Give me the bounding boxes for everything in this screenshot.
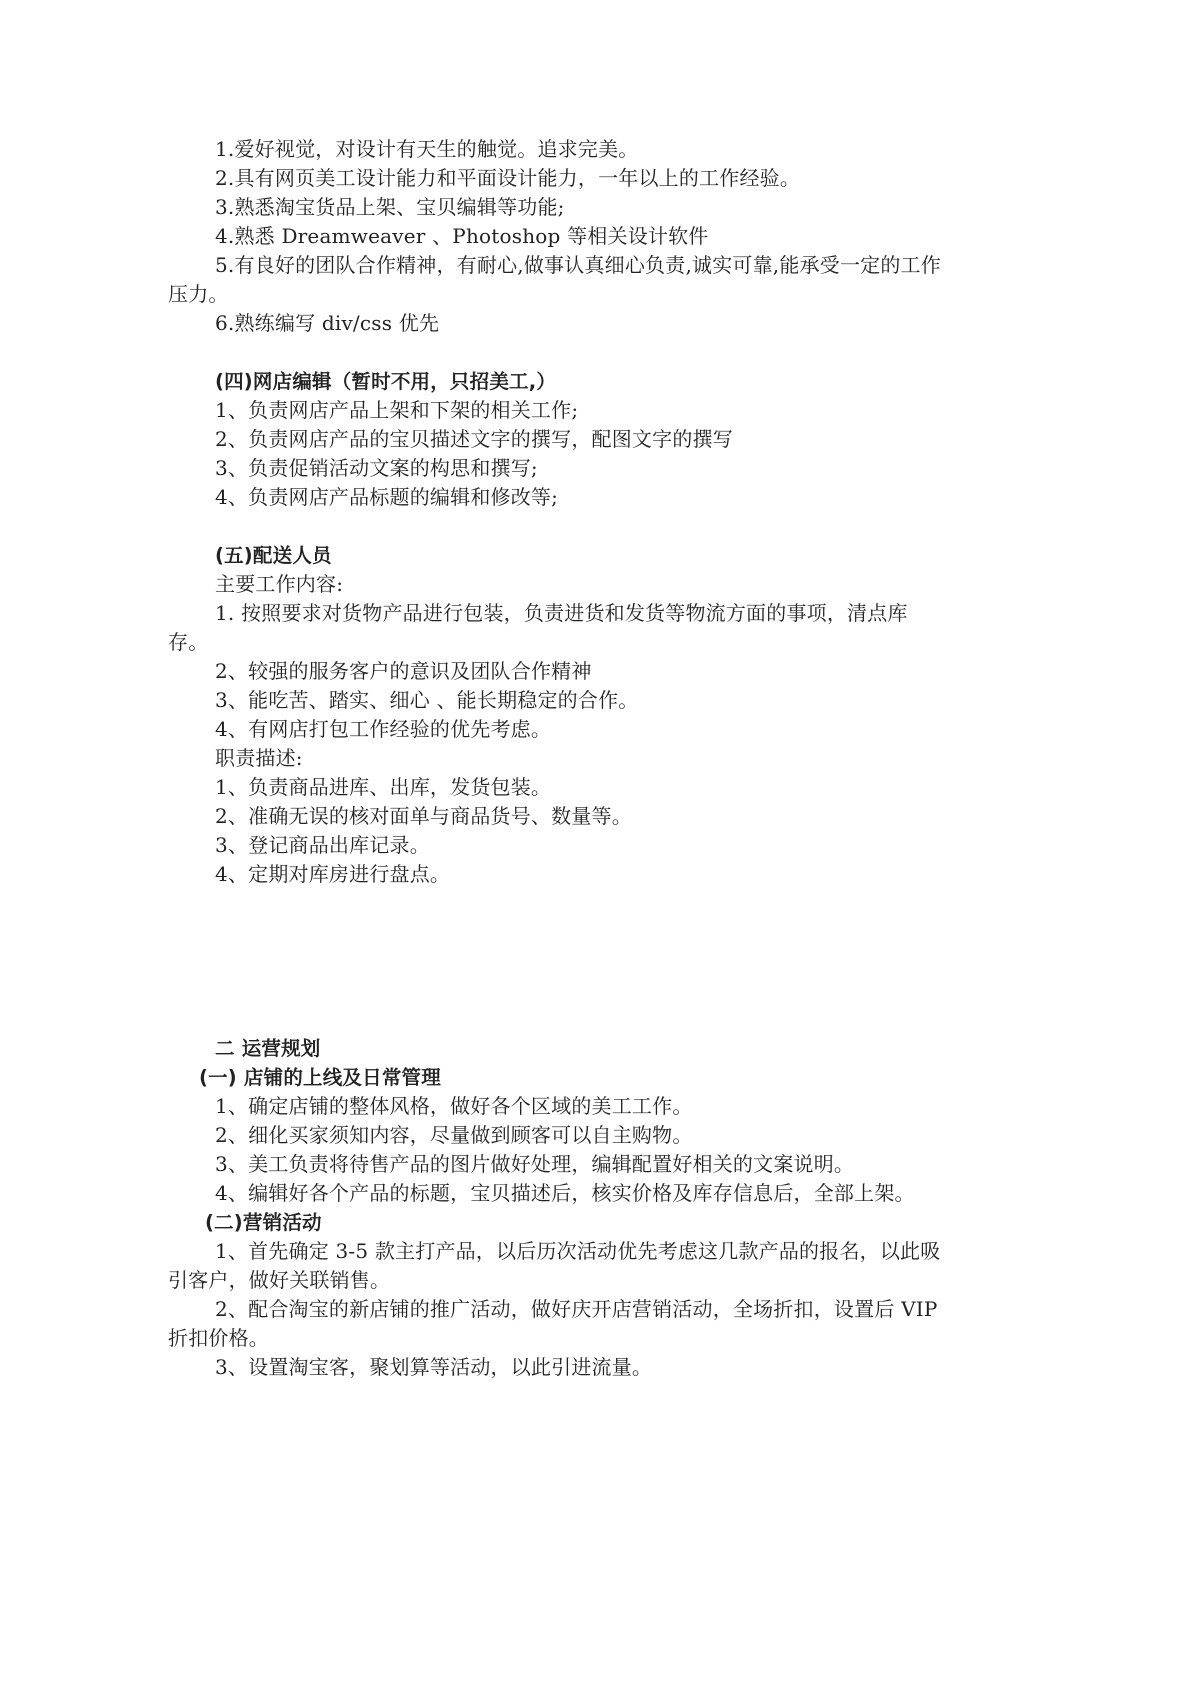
designer-requirements-list: [168, 135, 948, 338]
list-item: 1、首先确定 3-5 款主打产品，以后历次活动优先考虑这几款产品的报名，以此吸引客户，做好关联销售。: [168, 1239, 941, 1292]
list-item: 6.熟练编写 div/css 优先: [215, 311, 440, 335]
spacer: [168, 889, 948, 1034]
list-item: 2、细化买家须知内容，尽量做到顾客可以自主购物。: [215, 1123, 693, 1147]
list-item: 4、负责网店产品标题的编辑和修改等;: [215, 485, 559, 509]
section-delivery-staff: [168, 541, 948, 889]
chapter-operations-planning: [168, 1034, 948, 1382]
list-item: 5.有良好的团队合作精神，有耐心,做事认真细心负责,诚实可靠,能承受一定的工作压力。: [168, 253, 941, 306]
list-item: 3、设置淘宝客，聚划算等活动，以此引进流量。: [215, 1355, 653, 1379]
list-item: 1、负责商品进库、出库，发货包装。: [215, 775, 552, 799]
section-heading: (二)营销活动: [205, 1211, 322, 1234]
list-item: 4、定期对库房进行盘点。: [215, 862, 451, 886]
list-item: 2、较强的服务客户的意识及团队合作精神: [215, 659, 592, 683]
document-page: [168, 135, 948, 1382]
list-item: 1、确定店铺的整体风格，做好各个区域的美工工作。: [215, 1094, 693, 1118]
list-item: 3、登记商品出库记录。: [215, 833, 430, 857]
list-item: 3、能吃苦、踏实、细心 、能长期稳定的合作。: [215, 688, 639, 712]
list-item: 1. 按照要求对货物产品进行包装，负责进货和发货等物流方面的事项，清点库存。: [168, 601, 908, 654]
list-item: 3.熟悉淘宝货品上架、宝贝编辑等功能;: [215, 195, 565, 219]
list-item: 1.爱好视觉，对设计有天生的触觉。追求完美。: [215, 137, 639, 161]
list-item: 2.具有网页美工设计能力和平面设计能力，一年以上的工作经验。: [215, 166, 801, 190]
list-item: 2、准确无误的核对面单与商品货号、数量等。: [215, 804, 632, 828]
spacer: [168, 512, 948, 541]
subsection-label: 主要工作内容:: [215, 572, 344, 596]
list-item: 4.熟悉 Dreamweaver 、Photoshop 等相关设计软件: [215, 224, 709, 248]
list-item: 4、编辑好各个产品的标题，宝贝描述后，核实价格及库存信息后，全部上架。: [215, 1181, 915, 1205]
list-item: 3、美工负责将待售产品的图片做好处理，编辑配置好相关的文案说明。: [215, 1152, 855, 1176]
section-heading: (五)配送人员: [215, 544, 332, 567]
section-shop-editor: [168, 367, 948, 512]
section-heading: (四)网店编辑（暂时不用，只招美工,）: [215, 370, 557, 393]
list-item: 3、负责促销活动文案的构思和撰写;: [215, 456, 538, 480]
list-item: 2、配合淘宝的新店铺的推广活动，做好庆开店营销活动，全场折扣，设置后 VIP 折扣价格。: [168, 1297, 938, 1350]
list-item: 2、负责网店产品的宝贝描述文字的撰写，配图文字的撰写: [215, 427, 733, 451]
list-item: 4、有网店打包工作经验的优先考虑。: [215, 717, 552, 741]
subsection-label: 职责描述:: [215, 746, 303, 770]
chapter-heading: 二 运营规划: [215, 1037, 321, 1060]
spacer: [168, 338, 948, 367]
section-heading: (一) 店铺的上线及日常管理: [199, 1066, 441, 1089]
list-item: 1、负责网店产品上架和下架的相关工作;: [215, 398, 579, 422]
